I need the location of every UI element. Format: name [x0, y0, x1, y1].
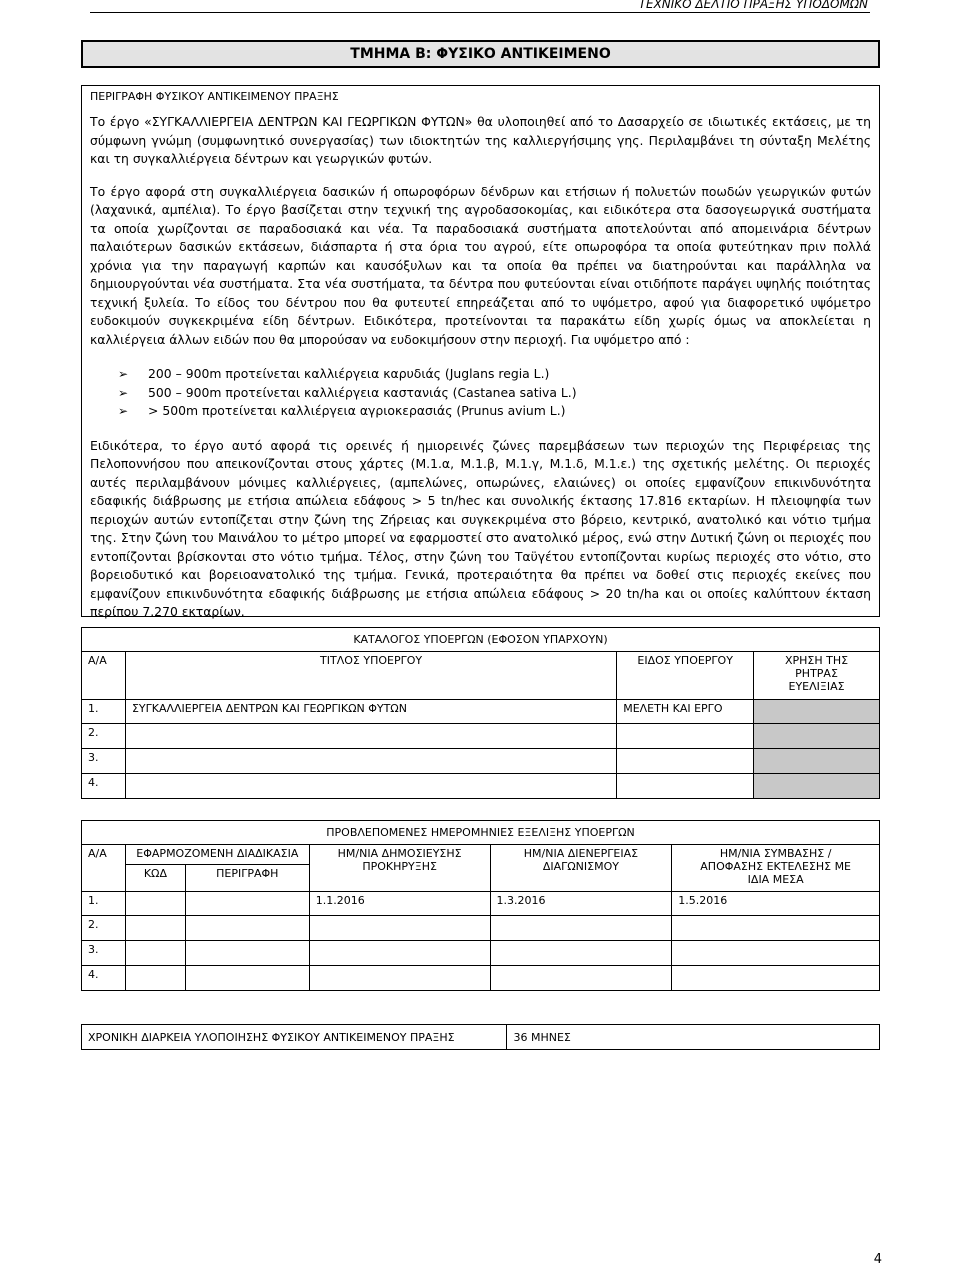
dates-table [81, 820, 880, 991]
col-header-type: ΕΙΔΟΣ ΥΠΟΕΡΓΟΥ [617, 652, 754, 700]
flexibility-cell [754, 724, 880, 749]
altitude-list [90, 365, 871, 421]
dates-title: ΠΡΟΒΛΕΠΟΜΕΝΕΣ ΗΜΕΡΟΜΗΝΙΕΣ ΕΞΕΛΙΞΗΣ ΥΠΟΕΡΓΩΝ [82, 821, 880, 845]
col-header-description: ΠΕΡΙΓΡΑΦΗ [185, 865, 309, 892]
col-header-code: ΚΩΔ [125, 865, 185, 892]
description-text [90, 113, 871, 622]
arrow-bullet-icon: ➢ [118, 367, 129, 381]
flexibility-cell [754, 749, 880, 774]
subprojects-title: ΚΑΤΑΛΟΓΟΣ ΥΠΟΕΡΓΩΝ (ΕΦΟΣΟΝ ΥΠΑΡΧΟΥΝ) [82, 628, 880, 652]
col-header-aa: Α/Α [82, 845, 126, 892]
col-header-flexibility: ΧΡΗΣΗ ΤΗΣ ΡΗΤΡΑΣ ΕΥΕΛΙΞΙΑΣ [754, 652, 880, 700]
description-box [81, 85, 880, 617]
description-paragraph-2: Το έργο αφορά στη συγκαλλιέργεια δασικών ή οπωροφόρων δένδρων και ετήσιων ή πολυετών ποωδών γεωργικών φυτών (λαχανικά, αμπέλια). Το έργο βασίζεται στην τεχνική της αγροδασοκομίας, και ειδικότερα στα δασογεωργικά συστήματα τα οποία χωρίζονται σε παραδοσιακά και νέα. Τα παραδοσιακά συστήματα αποτελούνται από απομεινάρια δέντρων παλαιότερων δασικών εκτάσεων, διάσπαρτα ή στα όρια του αγρού, είτε οπωροφόρα τα οποία φυτεύτηκαν πριν πολλά χρόνια για την παραγωγή καρπών και καυσόξυλων και τα οποία θα πρέπει να διατηρούνται και παράλληλα να δημιουργούνται νέα συστήματα. Στα νέα συστήματα, τα δέντρα που φυτεύονται είναι οτιδήποτε παράγει υψηλής ποιότητας τεχνική ξυλεία. Το είδος του δέντρου που θα φυτευτεί επηρεάζεται από το υψόμετρο, αφού για διαφορετικό υψόμετρο ευδοκιμούν συγκεκριμένα είδη δέντρων. Ειδικότερα, προτείνονται τα παρακάτω είδη χωρίς όμως να αποκλείεται η καλλιέργεια άλλων ειδών που θα μπορούσαν να ευδοκιμήσουν στην περιοχή. Για υψόμετρο από : [90, 183, 871, 347]
table-row: 1. ΣΥΓΚΑΛΛΙΕΡΓΕΙΑ ΔΕΝΤΡΩΝ ΚΑΙ ΓΕΩΡΓΙΚΩΝ ΦΥΤΩΝ ΜΕΛΕΤΗ ΚΑΙ ΕΡΓΟ [82, 700, 880, 724]
header-divider [90, 12, 870, 13]
col-header-contract: ΗΜ/ΝΙΑ ΣΥΜΒΑΣΗΣ / ΑΠΟΦΑΣΗΣ ΕΚΤΕΛΕΣΗΣ ΜΕ ΙΔΙΑ ΜΕΣΑ [672, 845, 880, 892]
arrow-bullet-icon: ➢ [118, 404, 129, 418]
list-item: ➢ 200 – 900m προτείνεται καλλιέργεια καρυδιάς (Juglans regia L.) [118, 365, 871, 384]
table-row: 4. [82, 774, 880, 799]
page-number: 4 [873, 1252, 882, 1267]
document-header-title: ΤΕΧΝΙΚΟ ΔΕΛΤΙΟ ΠΡΑΞΗΣ ΥΠΟΔΟΜΩΝ [638, 0, 868, 11]
arrow-bullet-icon: ➢ [118, 385, 129, 400]
subprojects-table [81, 627, 880, 799]
table-row: 3. [82, 941, 880, 966]
col-header-publication: ΗΜ/ΝΙΑ ΔΗΜΟΣΙΕΥΣΗΣ ΠΡΟΚΗΡΥΞΗΣ [309, 845, 490, 892]
description-heading: ΠΕΡΙΓΡΑΦΗ ΦΥΣΙΚΟΥ ΑΝΤΙΚΕΙΜΕΝΟΥ ΠΡΑΞΗΣ [90, 90, 339, 103]
col-header-tender: ΗΜ/ΝΙΑ ΔΙΕΝΕΡΓΕΙΑΣ ΔΙΑΓΩΝΙΣΜΟΥ [490, 845, 672, 892]
duration-table [81, 1024, 880, 1050]
duration-label: ΧΡΟΝΙΚΗ ΔΙΑΡΚΕΙΑ ΥΛΟΠΟΙΗΣΗΣ ΦΥΣΙΚΟΥ ΑΝΤΙΚΕΙΜΕΝΟΥ ΠΡΑΞΗΣ [82, 1025, 507, 1050]
table-row: 4. [82, 966, 880, 991]
flexibility-cell [754, 700, 880, 724]
table-row: 3. [82, 749, 880, 774]
col-header-procedure: ΕΦΑΡΜΟΖΟΜΕΝΗ ΔΙΑΔΙΚΑΣΙΑ [125, 845, 309, 865]
table-row: 2. [82, 724, 880, 749]
list-item: ➢ > 500m προτείνεται καλλιέργεια αγριοκερασιάς (Prunus avium L.) [118, 402, 871, 421]
duration-value: 36 ΜΗΝΕΣ [507, 1025, 880, 1050]
table-row: 1. 1.1.2016 1.3.2016 1.5.2016 [82, 892, 880, 916]
list-item: ➢ 500 – 900m προτείνεται καλλιέργεια καστανιάς (Castanea sativa L.) [118, 384, 871, 403]
description-paragraph-1: Το έργο «ΣΥΓΚΑΛΛΙΕΡΓΕΙΑ ΔΕΝΤΡΩΝ ΚΑΙ ΓΕΩΡΓΙΚΩΝ ΦΥΤΩΝ» θα υλοποιηθεί από το Δασαρχείο σε ιδιωτικές εκτάσεις, με τη σύμφωνη γνώμη (συμφωνητικό συνεργασίας) των ιδιοκτητών της καλλιεργήσιμης γης. Περιλαμβάνει τη σύνταξη Μελέτης και τη συγκαλλιέργεια δέντρων και γεωργικών φυτών. [90, 114, 871, 166]
col-header-title: ΤΙΤΛΟΣ ΥΠΟΕΡΓΟΥ [125, 652, 616, 700]
col-header-aa: Α/Α [82, 652, 126, 700]
section-title: ΤΜΗΜΑ Β: ΦΥΣΙΚΟ ΑΝΤΙΚΕΙΜΕΝΟ [81, 40, 880, 68]
flexibility-cell [754, 774, 880, 799]
table-row: 2. [82, 916, 880, 941]
description-paragraph-3: Ειδικότερα, το έργο αυτό αφορά τις ορεινές ή ημιορεινές ζώνες παρεμβάσεων των περιοχών της Περιφέρειας της Πελοποννήσου που απεικονίζονται στους χάρτες (Μ.1.α, Μ.1.β, Μ.1.γ, Μ.1.δ, Μ.1.ε.) της σχετικής μελέτης. Οι περιοχές αυτές περιλαμβάνουν μόνιμες καλλιέργειες, (αμπελώνες, οπωρώνες, ελαιώνες) οι οποίες εμφανίζουν επικινδυνότητα εδαφικής διάβρωσης με ετήσια απώλεια εδάφους > 5 tn/hec και συνολικής έκτασης 17.816 εκταρίων. Η πλειοψηφία των περιοχών αυτών εντοπίζεται στην ζώνη της Ζήρειας και συγκεκριμένα στο βόρειο, κεντρικό, ανατολικό και νότιο τμήμα της. Στην ζώνη του Μαινάλου το μέτρο μπορεί να εφαρμοστεί στο ανατολικό μέρος, ενώ στην Δυτική ζώνη οι περιοχές που εντοπίζονται βρίσκονται στο νότιο τμήμα. Τέλος, στην ζώνη του Ταϋγέτου εντοπίζονται κυρίως περιοχές στο νότιο, στο βορειοδυτικό και βορειοανατολικό της τμήμα. Γενικά, προτεραιότητα θα πρέπει να δοθεί στις περιοχές εκείνες που εμφανίζουν επικινδυνότητα εδαφικής διάβρωσης με ετήσια απώλεια εδάφους > 20 tn/ha και οι οποίες καλύπτουν έκταση περίπου 7.270 εκταρίων. [90, 437, 871, 619]
